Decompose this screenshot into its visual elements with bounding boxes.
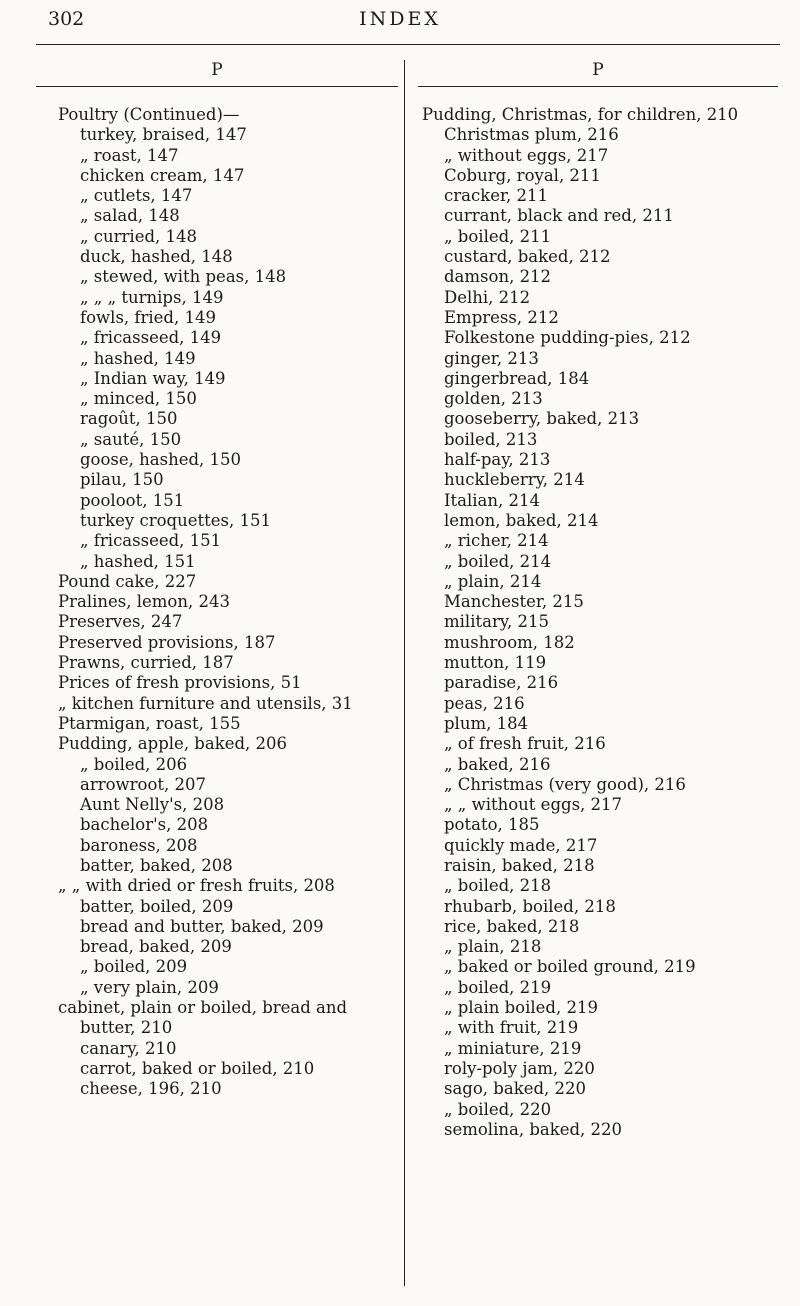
index-entry: Prawns, curried, 187 [58, 653, 234, 673]
index-entry: fowls, fried, 149 [80, 307, 216, 327]
index-entry: currant, black and red, 211 [444, 206, 674, 226]
index-entry: rice, baked, 218 [444, 916, 580, 936]
index-entry: carrot, baked or boiled, 210 [80, 1058, 315, 1078]
index-entry: „ boiled, 211 [444, 226, 552, 246]
index-entry: Christmas plum, 216 [444, 125, 619, 145]
index-entry: bread, baked, 209 [80, 937, 232, 957]
index-entry: Pound cake, 227 [58, 571, 197, 591]
index-entry: bread and butter, baked, 209 [80, 916, 324, 936]
index-entry: „ boiled, 220 [444, 1099, 552, 1119]
index-entry: „ boiled, 214 [444, 551, 552, 571]
index-entry: goose, hashed, 150 [80, 450, 242, 470]
index-entry: „ „ with dried or fresh fruits, 208 [58, 876, 335, 896]
index-entry: baroness, 208 [80, 835, 198, 855]
index-entry: custard, baked, 212 [444, 247, 611, 267]
index-entry: gingerbread, 184 [444, 368, 590, 388]
right-entry-list [422, 105, 790, 1140]
index-entry: „ boiled, 206 [80, 754, 188, 774]
index-entry: „ boiled, 219 [444, 977, 552, 997]
index-entry: rhubarb, boiled, 218 [444, 896, 616, 916]
index-entry: roly-poly jam, 220 [444, 1058, 595, 1078]
right-letter-heading: P [418, 60, 778, 87]
index-entry: peas, 216 [444, 693, 525, 713]
index-entry: arrowroot, 207 [80, 774, 207, 794]
index-entry: huckleberry, 214 [444, 470, 585, 490]
column-divider [404, 60, 405, 1286]
index-entry: golden, 213 [444, 389, 543, 409]
index-entry: mutton, 119 [444, 653, 547, 673]
index-entry: lemon, baked, 214 [444, 510, 599, 530]
index-entry: „ „ without eggs, 217 [444, 795, 623, 815]
index-entry: „ baked or boiled ground, 219 [444, 957, 696, 977]
running-head: INDEX [359, 8, 441, 30]
index-entry: Prices of fresh provisions, 51 [58, 673, 302, 693]
index-entry: „ salad, 148 [80, 206, 180, 226]
index-entry: „ with fruit, 219 [444, 1018, 579, 1038]
index-entry: military, 215 [444, 612, 549, 632]
index-entry: quickly made, 217 [444, 835, 598, 855]
index-entry: „ Indian way, 149 [80, 368, 226, 388]
header-rule [36, 44, 780, 45]
index-entry: ginger, 213 [444, 348, 539, 368]
left-column [58, 60, 398, 1100]
index-entry: chicken cream, 147 [80, 165, 245, 185]
index-entry: „ of fresh fruit, 216 [444, 734, 606, 754]
index-entry: potato, 185 [444, 815, 540, 835]
index-entry: Pudding, Christmas, for children, 210 [422, 105, 739, 124]
index-entry: „ boiled, 218 [444, 876, 552, 896]
index-entry: Italian, 214 [444, 490, 540, 510]
right-column [422, 60, 790, 1140]
index-entry: batter, boiled, 209 [80, 896, 234, 916]
index-entry: mushroom, 182 [444, 632, 575, 652]
index-entry: „ „ „ turnips, 149 [80, 287, 224, 307]
index-entry: bachelor's, 208 [80, 815, 209, 835]
index-entry: batter, baked, 208 [80, 855, 233, 875]
page-header [0, 6, 800, 46]
index-entry: cheese, 196, 210 [80, 1079, 222, 1099]
index-entry: Delhi, 212 [444, 287, 531, 307]
index-entry: „ hashed, 151 [80, 551, 196, 571]
index-entry: boiled, 213 [444, 429, 538, 449]
index-entry: pilau, 150 [80, 470, 164, 490]
index-entry: „ without eggs, 217 [444, 145, 609, 165]
index-entry: semolina, baked, 220 [444, 1119, 623, 1139]
index-entry: pooloot, 151 [80, 490, 185, 510]
index-entry: „ plain boiled, 219 [444, 998, 598, 1018]
index-entry: Manchester, 215 [444, 592, 584, 612]
index-entry: Aunt Nelly's, 208 [80, 795, 225, 815]
index-entry: Coburg, royal, 211 [444, 165, 601, 185]
index-entry: „ fricasseed, 149 [80, 328, 222, 348]
index-entry: „ minced, 150 [80, 389, 197, 409]
index-entry: Poultry (Continued)— [58, 105, 240, 124]
index-entry: „ sauté, 150 [80, 429, 182, 449]
index-entry: „ kitchen furniture and utensils, 31 [58, 693, 353, 713]
index-entry: duck, hashed, 148 [80, 247, 233, 267]
index-entry: „ roast, 147 [80, 145, 179, 165]
index-entry: Preserves, 247 [58, 612, 183, 632]
index-entry: Preserved provisions, 187 [58, 632, 276, 652]
index-entry: cabinet, plain or boiled, bread and butter, 210 [58, 998, 348, 1038]
index-entry: canary, 210 [80, 1038, 177, 1058]
index-entry: „ plain, 218 [444, 937, 542, 957]
index-entry: cracker, 211 [444, 186, 549, 206]
index-entry: ragoût, 150 [80, 409, 178, 429]
index-entry: Pralines, lemon, 243 [58, 592, 230, 612]
index-entry: Folkestone pudding-pies, 212 [444, 328, 691, 348]
index-entry: paradise, 216 [444, 673, 559, 693]
index-entry: „ fricasseed, 151 [80, 531, 222, 551]
index-entry: „ hashed, 149 [80, 348, 196, 368]
index-entry: plum, 184 [444, 713, 529, 733]
left-letter-heading: P [36, 60, 398, 87]
index-entry: turkey croquettes, 151 [80, 510, 271, 530]
index-entry: Empress, 212 [444, 307, 559, 327]
index-entry: Pudding, apple, baked, 206 [58, 734, 288, 754]
index-entry: gooseberry, baked, 213 [444, 409, 640, 429]
index-entry: sago, baked, 220 [444, 1079, 586, 1099]
index-entry: turkey, braised, 147 [80, 125, 247, 145]
index-entry: damson, 212 [444, 267, 552, 287]
index-entry: „ boiled, 209 [80, 957, 188, 977]
index-entry: raisin, baked, 218 [444, 855, 595, 875]
index-entry: „ curried, 148 [80, 226, 198, 246]
index-entry: „ very plain, 209 [80, 977, 219, 997]
index-entry: „ miniature, 219 [444, 1038, 582, 1058]
page-number: 302 [48, 8, 85, 30]
left-entry-list [58, 105, 398, 1100]
index-entry: „ stewed, with peas, 148 [80, 267, 287, 287]
index-entry: „ baked, 216 [444, 754, 551, 774]
index-entry: „ Christmas (very good), 216 [444, 774, 686, 794]
index-entry: „ plain, 214 [444, 571, 542, 591]
index-entry: „ cutlets, 147 [80, 186, 193, 206]
index-entry: Ptarmigan, roast, 155 [58, 713, 241, 733]
index-entry: „ richer, 214 [444, 531, 549, 551]
index-entry: half-pay, 213 [444, 450, 551, 470]
